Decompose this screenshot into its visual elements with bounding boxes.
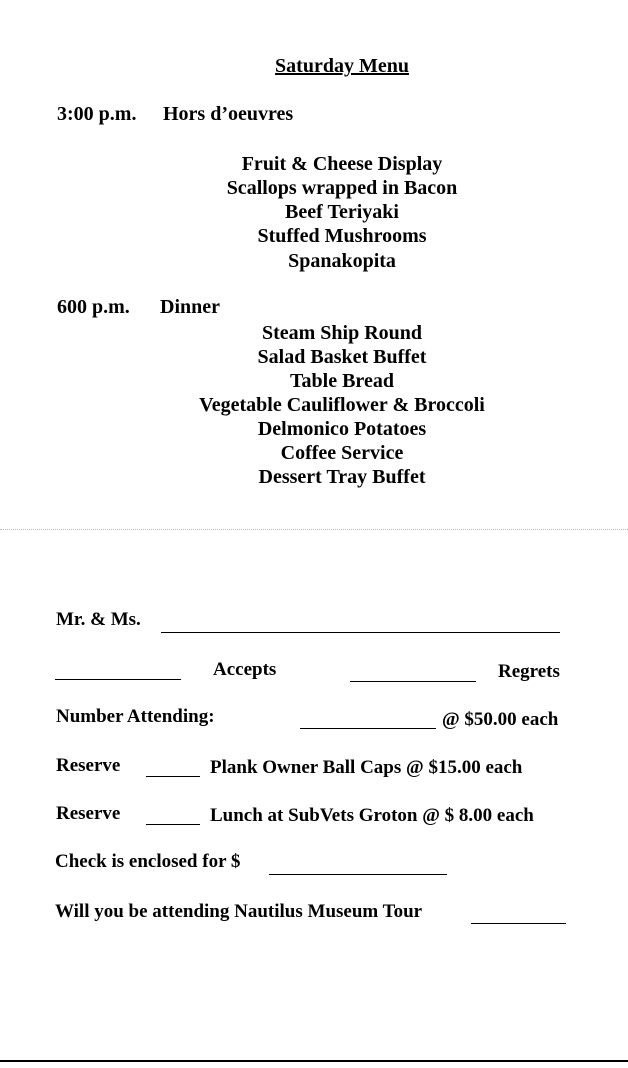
museum-tour-label: Will you be attending Nautilus Museum Tour [55, 901, 423, 922]
menu-item: Table Bread [290, 370, 394, 392]
section-time: 600 p.m. [57, 296, 130, 318]
number-attending-label: Number Attending: [56, 706, 215, 727]
menu-item: Steam Ship Round [261, 322, 423, 344]
menu-item: Fruit & Cheese Display [241, 153, 443, 175]
check-label: Check is enclosed for $ [55, 851, 241, 872]
reserve-label: Reserve [56, 755, 121, 776]
menu-item: Stuffed Mushrooms [257, 225, 427, 247]
regrets-label: Regrets [498, 661, 560, 682]
bottom-edge-rule [0, 1060, 628, 1062]
fold-divider [0, 529, 628, 530]
regrets-blank[interactable] [350, 681, 476, 682]
lunch-blank[interactable] [146, 824, 200, 825]
menu-item: Dessert Tray Buffet [258, 466, 426, 488]
number-attending-price: @ $50.00 each [442, 709, 559, 730]
name-blank[interactable] [161, 632, 560, 633]
accepts-label: Accepts [213, 659, 277, 680]
section-time: 3:00 p.m. [57, 103, 137, 125]
menu-item: Beef Teriyaki [285, 201, 399, 223]
ball-caps-item: Plank Owner Ball Caps @ $15.00 each [210, 757, 523, 778]
menu-item: Coffee Service [280, 442, 404, 464]
museum-tour-blank[interactable] [471, 923, 566, 924]
reserve-label: Reserve [56, 803, 121, 824]
lunch-item: Lunch at SubVets Groton @ $ 8.00 each [210, 805, 534, 826]
section-course: Hors d’oeuvres [163, 103, 294, 125]
ball-caps-blank[interactable] [146, 776, 200, 777]
menu-item: Salad Basket Buffet [257, 346, 427, 368]
accepts-blank[interactable] [55, 679, 181, 680]
page-title: Saturday Menu [275, 55, 409, 77]
menu-item: Vegetable Cauliflower & Broccoli [199, 394, 485, 416]
menu-item: Delmonico Potatoes [257, 418, 427, 440]
menu-item: Spanakopita [288, 250, 396, 272]
menu-item: Scallops wrapped in Bacon [226, 177, 458, 199]
check-amount-blank[interactable] [269, 874, 447, 875]
section-course: Dinner [160, 296, 220, 318]
name-label: Mr. & Ms. [56, 609, 141, 630]
number-attending-blank[interactable] [300, 728, 436, 729]
